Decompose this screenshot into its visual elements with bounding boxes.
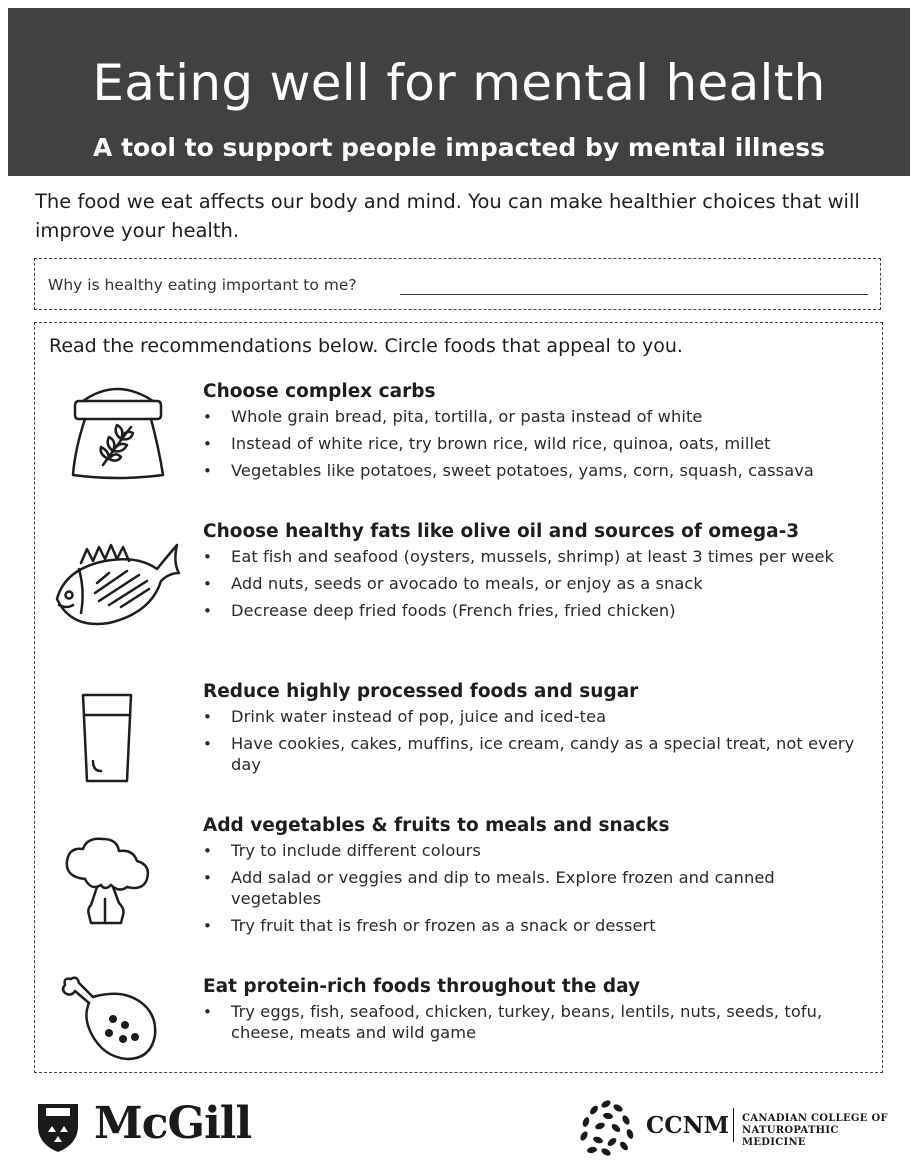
chicken-leg-icon <box>61 973 161 1065</box>
list-item: • Add nuts, seeds or avocado to meals, or enjoy as a snack <box>203 574 863 595</box>
bullet-list <box>203 707 863 775</box>
mcgill-wordmark: McGill <box>94 1098 252 1149</box>
why-prompt-box <box>34 258 881 310</box>
list-item: • Have cookies, cakes, muffins, ice cream, candy as a special treat, not every day <box>203 734 863 775</box>
instruction-text: Read the recommendations below. Circle foods that appeal to you. <box>49 335 683 357</box>
mcgill-logo <box>36 1100 276 1156</box>
section-processed-foods <box>203 679 863 782</box>
ccnm-name-line2: NATUROPATHIC MEDICINE <box>742 1125 839 1148</box>
page-title: Eating well for mental health <box>92 54 826 112</box>
section-protein <box>203 974 863 1050</box>
list-item: • Instead of white rice, try brown rice, wild rice, quinoa, oats, millet <box>203 434 863 455</box>
broccoli-icon <box>61 835 153 927</box>
list-item: • Try eggs, fish, seafood, chicken, turkey, beans, lentils, nuts, seeds, tofu, cheese, meats and wild game <box>203 1002 863 1043</box>
list-item: • Vegetables like potatoes, sweet potatoes, yams, corn, squash, cassava <box>203 461 863 482</box>
ccnm-logo <box>576 1098 891 1156</box>
ccnm-divider <box>733 1108 734 1142</box>
intro-text: The food we eat affects our body and mind. You can make healthier choices that will improve your health. <box>35 190 860 242</box>
section-heading: Choose healthy fats like olive oil and sources of omega-3 <box>203 521 800 542</box>
list-item: • Try to include different colours <box>203 841 863 862</box>
why-question: Why is healthy eating important to me? <box>48 276 357 294</box>
bullet-list <box>203 407 863 482</box>
fish-icon <box>51 539 183 635</box>
section-heading: Reduce highly processed foods and sugar <box>203 681 639 702</box>
list-item: • Drink water instead of pop, juice and iced-tea <box>203 707 863 728</box>
list-item: • Whole grain bread, pita, tortilla, or pasta instead of white <box>203 407 863 428</box>
section-heading: Choose complex carbs <box>203 381 436 402</box>
bullet-list <box>203 1002 863 1043</box>
list-item: • Try fruit that is fresh or frozen as a snack or dessert <box>203 916 863 937</box>
section-healthy-fats <box>203 519 863 628</box>
section-vegetables-fruits <box>203 813 863 943</box>
ccnm-leaf-cluster-icon <box>576 1098 638 1156</box>
header-banner <box>8 8 910 176</box>
why-answer-line[interactable] <box>400 294 868 295</box>
section-heading: Add vegetables & fruits to meals and snacks <box>203 815 670 836</box>
bullet-list <box>203 841 863 936</box>
section-heading: Eat protein-rich foods throughout the day <box>203 976 641 997</box>
ccnm-name-line1: CANADIAN COLLEGE OF <box>742 1113 888 1124</box>
page-subtitle: A tool to support people impacted by mental illness <box>93 133 825 162</box>
recommendations-box <box>34 322 883 1073</box>
ccnm-wordmark: CCNM <box>646 1112 730 1139</box>
mcgill-crest-icon <box>36 1102 80 1154</box>
list-item: • Decrease deep fried foods (French fries, fried chicken) <box>203 601 863 622</box>
bullet-list <box>203 547 863 622</box>
list-item: • Eat fish and seafood (oysters, mussels, shrimp) at least 3 times per week <box>203 547 863 568</box>
list-item: • Add salad or veggies and dip to meals. Explore frozen and canned vegetables <box>203 868 863 909</box>
grain-sack-icon <box>65 379 169 483</box>
water-glass-icon <box>79 691 135 785</box>
ccnm-full-name <box>742 1113 892 1149</box>
section-complex-carbs <box>203 379 863 488</box>
